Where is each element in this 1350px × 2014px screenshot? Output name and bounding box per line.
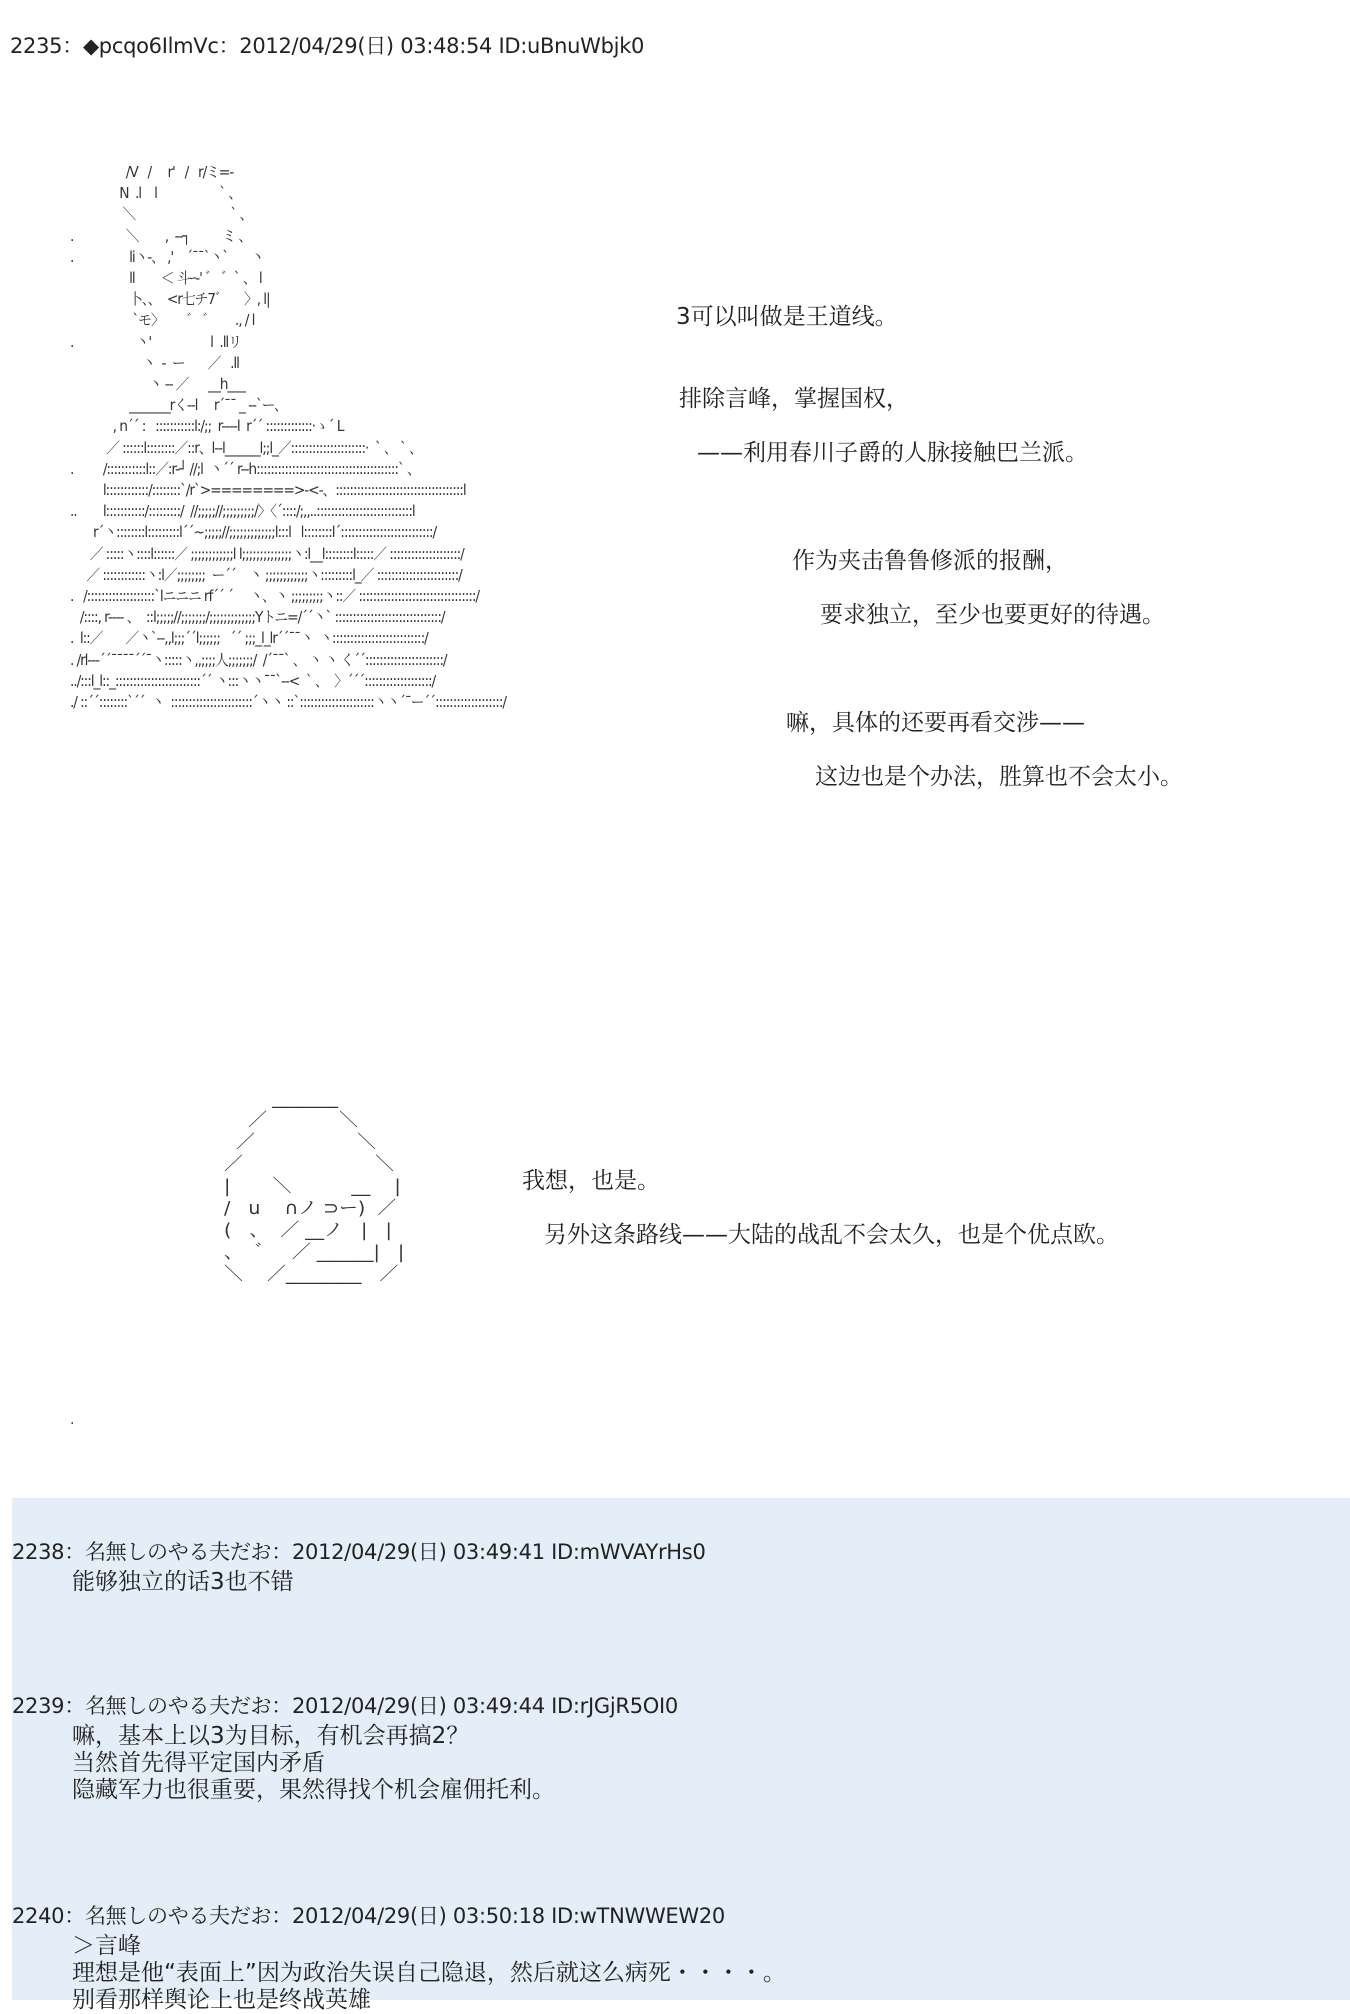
reply-line: 别看那样舆论上也是终战英雄 [72, 1987, 371, 2013]
post-header: 2235：◆pcqo6IlmVc：2012/04/29(日) 03:48:54 ID:uBnuWbjk0 [10, 34, 645, 58]
story-line: 嘛，具体的还要再看交涉—— [786, 710, 1085, 736]
reply-header: 2239：名無しのやる夫だお：2012/04/29(日) 03:49:44 ID:rJGjR5OI0 [12, 1694, 678, 1718]
dialog-line: 我想，也是。 [522, 1168, 660, 1194]
reply-line: 能够独立的话3也不错 [72, 1569, 294, 1595]
story-line: 这边也是个办法，胜算也不会太小。 [815, 764, 1183, 790]
ascii-art-yaruo: _______ ／ ＼ ／ ＼ ／ ＼ | ＼ __ | / u ∩ノ ⊃ー) ／ ( 、 ／ __ノ | | 、 ゛ ／ ______| | ＼ ／________ ／ [224, 1088, 405, 1285]
reply-line: ＞言峰 [72, 1933, 141, 1959]
dialog-line: 另外这条路线——大陆的战乱不会太久，也是个优点欧。 [544, 1222, 1119, 1248]
story-line: 要求独立，至少也要更好的待遇。 [820, 602, 1165, 628]
end-dot: . [70, 1412, 75, 1428]
reply-header: 2240：名無しのやる夫だお：2012/04/29(日) 03:50:18 ID:wTNWWEW20 [12, 1904, 725, 1928]
story-line: 排除言峰，掌握国权， [679, 386, 909, 412]
story-line: 作为夹击鲁鲁修派的报酬， [792, 548, 1068, 574]
replies-section [12, 1498, 1350, 2013]
reply-line: 嘛，基本上以3为目标，有机会再搞2？ [72, 1723, 470, 1749]
reply-line: 隐藏军力也很重要，果然得找个机会雇佣托利。 [72, 1777, 555, 1803]
story-line: ——利用春川子爵的人脉接触巴兰派。 [697, 440, 1088, 466]
story-line: 3可以叫做是王道线。 [676, 304, 898, 330]
reply-line: 理想是他“表面上”因为政治失误自己隐退，然后就这么病死・・・・。 [72, 1960, 786, 1986]
reply-line: 当然首先得平定国内矛盾 [72, 1750, 325, 1776]
ascii-art-character: /V / r' / r/ミ=- N .l l ` 、 ＼ ` 、 . ＼ , --┐ ミ 、 . li丶-、 ,' ´¯¯`丶` 丶 ll ＜ 斗ｰ-' ゛ ゛` 、 l 卜、、 <r七チ7゛ 〉, l| `モ〉 ゛ ゛ ., / l . 丶' l .llリ 丶 - ー ／ .ll 丶 -- ／ __h___ _______rく--l r´¯¯ _ --`ー、 , n´´ : :::::::::::l:/;; r----l r´´ :::::::::::::·ゝ´ L ／ ::::::l::::::::／::r、l--l______l;;l_／:::::::::::::::::::::· ` 、 ` 、 . /:::::::::::l::／:r-┘ //;l 丶´´ r--h::::::::::::::::::::::::::::::::::::::::` 、 l::::::::::::/::::::::`/r`>========>-<-、::::::::::::::::::::::::::::::::::::l .. l:::::::::::/:::::::::/ //;;;;;//;;;;;;;;;/〉〈´::::/;,,..:::::::::::::::::::::::::::l r´丶::::::::l:::::::::l´´~;;;;;//;;;;;;;;;;;;;l:::l l::::::::l´::::::::::::::::::::::::::/ ／ :::::丶::::l::::::／ ;;;;;;;;;;;;l l;;;;;;;;;;;;;;丶:l__l::::::::l:::::／ ::::::::::::::::::::/ ／ ::::::::::::丶:l／;;;;;;;; ー´´ 丶 ;;;;;;;;;;;;丶:::::::::l_／ :::::::::::::::::::::::/ . /:::::::::::::::::::`lニニニ rf´´ ´ 丶、丶 ;;;;;;;;;丶::／ :::::::::::::::::::::::::::::::::/ /::::, r---- 、 ::l;;;;;//;;;;;;;/;;;;;;;;;;;;;Yトニ=/´´丶` ::::::::::::::::::::::::::::::/ . l::／ ／丶`--,,l;;;´´l;;;;;; ´´ ;;;_l_lr´´¯¯丶 丶::::::::::::::::::::::::::/ . /rl---´´¯¯¯¯´´¯丶:::::丶,,;;;;人;;;;;;;/ /´¯¯` 、 丶 丶 く´´::::::::::::::::::::::/ ../:::l_l::_::::::::::::::::::::::::´´ 丶:::丶丶¯¯`--< ` 、 〉´´´:::::::::::::::::::/ ./ ::´´::::::::`´´ 丶 :::::::::::::::::::::::´丶丶 ::`:::::::::::::::::::::丶丶´¯ー´´:::::::::::::::::::/ [70, 163, 506, 712]
reply-header: 2238：名無しのやる夫だお：2012/04/29(日) 03:49:41 ID:mWVAYrHs0 [12, 1540, 706, 1564]
